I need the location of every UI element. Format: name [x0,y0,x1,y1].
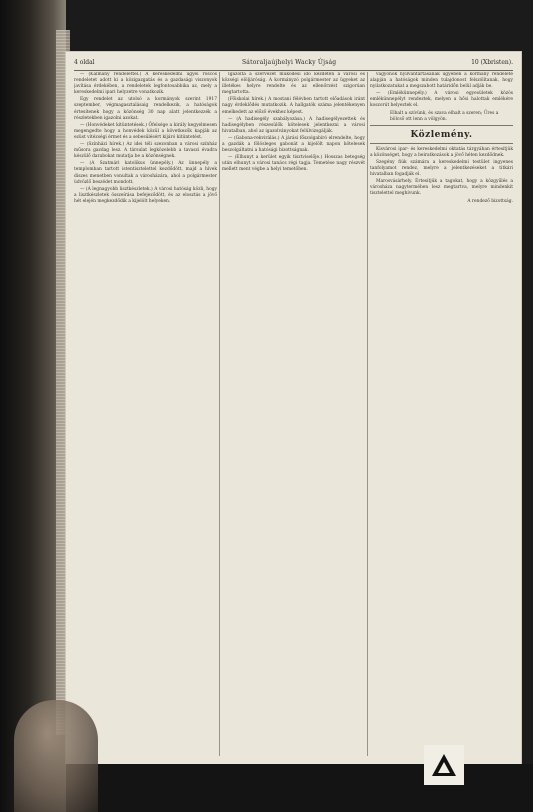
issue-date: 10 (Xbristen). [471,59,513,66]
article-paragraph: — (Elhunyt a kerület egyik tisztviselője.) Hosszas betegség után elhunyt a városi tanács régi tagja. Temetése nagy részvét mellett ment végbe a helyi temetőben. [222,155,365,173]
article-paragraph: — (Emlékünnepély.) A városi egyesületek közös emlékünnepélyt rendeztek, melyen a hősi halottak emlékére koszorút helyeztek el. [370,91,513,109]
page-header [74,58,513,71]
warning-triangle-icon [431,753,457,777]
column-1 [74,72,217,756]
paper-title: Sátoraljaújhelyi Wacky Újság [242,59,337,66]
holding-hand [14,700,98,812]
column-3 [370,72,513,756]
section-rule [370,125,513,126]
article-paragraph: Igazolta a szervezet működési idő kezdetén a városi és községi elöljáróság. A kormányzó polgármester az ügyeket az illetékes helyre rendelte és az ellenőrzést szigorúan megtartotta. [222,72,365,96]
article-paragraph: (Főiskolai hírek.) A mostani félévben tartott előadások iránt nagy érdeklődés mutatkozik. A hallgatók száma jelentékenyen emelkedett az előző évekhez képest. [222,97,365,115]
column-2 [222,72,365,756]
column-divider [219,72,220,756]
article-paragraph: vagyonok nyilvántartásának ügyében a kormány rendelete alapján a hatóságok minden tulajdonost felszólítanak, hogy nyilatkozatukat a megszabott határidőn belül adják be. [370,72,513,90]
column-divider [367,72,368,756]
article-paragraph: — (A Szatmári katolikus ünnepély.) Az ünnepély a templomban tartott istentisztelettel kezdődött, majd a hívek díszes menetben vonultak a városházára, ahol a polgármester üdvözlő beszédet mondott. [74,161,217,185]
notice-paragraph: Kisvárosi ipar- és kereskedelmi oktatás tárgyában értesítjük a közönséget, hogy a beiratkozások a jövő héten kezdődnek. [370,146,513,158]
article-paragraph: Egy rendelet az utolsó a kormányok szerint 1917 szeptember, végmagasztalásaig rendelkezik, a hatóságok értesítenek hogy a közönség 30 nap alatt jelentkezzék a részletekben igazolni azokat. [74,97,217,121]
library-stamp [424,745,464,785]
section-rule [370,143,513,144]
newspaper-page [66,52,521,764]
notice-signature: A rendező bizottság. [467,198,513,204]
section-title: Közlemény. [410,129,473,140]
article-paragraph: — (Színházi hírek.) Az idei téli szezonban a városi színház műsora gazdag lesz. A társulat legközelebb a tavaszi évadra készülő darabokat mutatja be a közönségnek. [74,142,217,160]
article-paragraph: — (Gabona-rekvirálás.) A járási főszolgabíró elrendelte, hogy a gazdák a fölösleges gabonát a kijelölt napon kötelesek beszolgáltatni a hatósági bizottságnak. [222,135,365,154]
page-number: 4 oldal [74,59,95,66]
article-paragraph: — (A hadisegély szabályozása.) A hadisegélyezettek és hadisegélyben részesülők kötelesek jelentkezni a városi hivatalban, ahol az igazolványokat felülvizsgálják. [222,116,365,134]
article-paragraph: — (Kalmany rendelettel.) A kereskedelmi ügyei roscos rendeletet adott ki a közigazgatás és a gazdasági viszonyok javítása érdekében, a rendeletek legfontosabbika az, mely a kereskedelmi ipari helyzetre vonatkozik. [74,72,217,96]
article-paragraph: — (Honvédeket kitüntetések.) Őfelsége a király kegyelmesen megengedte hogy a honvédek közül a következők kapják az ezüst vitézségi érmet és a sebesülésért kijáró kitüntetést. [74,122,217,140]
poem-stanza: Elhalt a szívünk, és szava elhalt a szeren; Üres a bölcső ott lenn a völgyön. [390,110,499,122]
article-paragraph: — (A legnagyobb lisztkészletek.) A városi hatóság közli, hogy a lisztkészletek összeírása befejeződött, és az elosztás a jövő hét elején megkezdődik a kijelölt helyeken. [74,186,217,204]
notice-paragraph: Marosvásárhely. Értesítjük a tagokat, hogy a közgyűlés a városháza nagytermében lesz megtartva, melyre mindenkit tisztelettel meghívunk. [370,179,513,197]
notice-paragraph: Szegény fiúk számára a kereskedelmi testület ingyenes tanfolyamot rendez, melyre a jelentkezéseket a titkári hivatalban fogadják el. [370,159,513,178]
